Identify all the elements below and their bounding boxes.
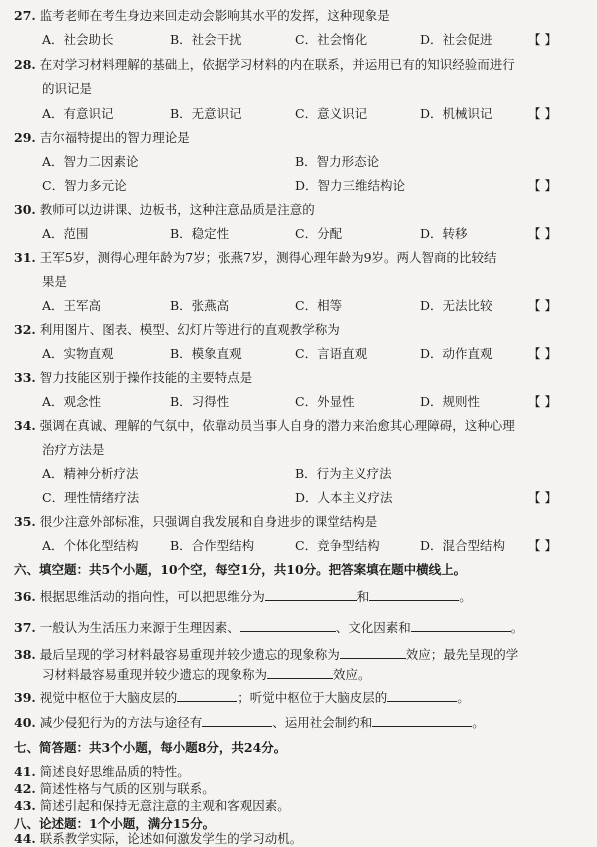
- question-number: 30.: [14, 202, 36, 217]
- answer-bracket: 【 】: [528, 106, 557, 121]
- question-27-stem: [14, 8, 390, 24]
- answer-bracket: 【 】: [528, 490, 557, 505]
- option-c: C．外显性: [295, 394, 355, 409]
- option-d: D．人本主义疗法: [295, 490, 393, 505]
- question-text: 减少侵犯行为的方法与途径有: [39, 715, 203, 730]
- question-number: 27.: [14, 8, 36, 23]
- answer-bracket: 【 】: [528, 226, 557, 241]
- question-text: 、运用社会制约和: [272, 715, 373, 730]
- option-b: B．张燕高: [170, 298, 230, 313]
- option-b: B．习得性: [170, 394, 230, 409]
- answer-bracket: 【 】: [528, 32, 557, 47]
- option-b: B．合作型结构: [170, 538, 255, 553]
- fill-blank[interactable]: [177, 689, 237, 702]
- option-b: B．社会干扰: [170, 32, 242, 47]
- fill-blank[interactable]: [340, 646, 406, 659]
- question-text: 习材料最容易重现并较少遗忘的现象称为: [42, 667, 268, 682]
- question-number: 32.: [14, 322, 36, 337]
- question-42: [14, 781, 215, 797]
- question-41: [14, 764, 190, 780]
- question-38: [14, 646, 518, 663]
- option-a: A．范围: [42, 226, 89, 241]
- question-28-stem: [14, 57, 515, 73]
- question-number: 28.: [14, 57, 36, 72]
- question-40: [14, 714, 485, 731]
- question-text: 效应；最先呈现的学: [405, 647, 519, 662]
- question-text: 。: [459, 589, 472, 604]
- option-c: C．智力多元论: [42, 178, 127, 193]
- question-number: 42.: [14, 781, 36, 796]
- question-text-continued: 果是: [42, 274, 68, 289]
- question-text-continued: 的识记是: [42, 81, 93, 96]
- option-d: D．动作直观: [420, 346, 493, 361]
- question-39: [14, 689, 470, 706]
- question-44: [14, 831, 302, 847]
- question-30-stem: [14, 202, 315, 218]
- question-text: 利用图片、图表、模型、幻灯片等进行的直观教学称为: [39, 322, 340, 337]
- question-text: 教师可以边讲课、边板书，这种注意品质是注意的: [39, 202, 315, 217]
- question-text: 王军5岁，测得心理年龄为7岁；张燕7岁，测得心理年龄为9岁。两人智商的比较结: [39, 250, 497, 265]
- question-text: 。: [510, 620, 524, 635]
- option-a: A．个体化型结构: [42, 538, 139, 553]
- question-text: 简述性格与气质的区别与联系。: [39, 781, 215, 796]
- question-text: 。: [472, 715, 485, 730]
- option-c: C．意义识记: [295, 106, 368, 121]
- option-c: C．相等: [295, 298, 343, 313]
- question-text: 在对学习材料理解的基础上，依据学习材料的内在联系，并运用已有的知识经验而进行: [39, 57, 515, 72]
- option-d: D．规则性: [420, 394, 481, 409]
- option-b: B．行为主义疗法: [295, 466, 392, 481]
- question-37: [14, 619, 523, 636]
- fill-blank[interactable]: [240, 619, 336, 632]
- section-6-heading: 六、填空题：共5个小题，10个空，每空1分，共10分。把答案填在题中横线上。: [14, 562, 467, 577]
- question-text: ；听觉中枢位于大脑皮层的: [237, 690, 388, 705]
- fill-blank[interactable]: [202, 714, 272, 727]
- option-a: A．社会助长: [42, 32, 114, 47]
- question-number: 37.: [14, 620, 36, 635]
- option-a: A．智力二因素论: [42, 154, 139, 169]
- question-34-stem: [14, 418, 515, 434]
- question-number: 44.: [14, 831, 36, 846]
- section-8-heading: 八、论述题：1个小题，满分15分。: [14, 816, 216, 831]
- question-text: 简述引起和保持无意注意的主观和客观因素。: [39, 798, 290, 813]
- question-text: 和: [356, 589, 370, 604]
- option-c: C．竞争型结构: [295, 538, 380, 553]
- question-number: 43.: [14, 798, 36, 813]
- fill-blank[interactable]: [387, 689, 457, 702]
- question-number: 35.: [14, 514, 36, 529]
- option-c: C．理性情绪疗法: [42, 490, 140, 505]
- option-c: C．社会惰化: [295, 32, 368, 47]
- section-7-heading: 七、简答题：共3个小题，每小题8分，共24分。: [14, 740, 287, 755]
- answer-bracket: 【 】: [528, 394, 557, 409]
- fill-blank[interactable]: [265, 588, 357, 601]
- question-43: [14, 798, 290, 814]
- option-d: D．转移: [420, 226, 468, 241]
- question-number: 29.: [14, 130, 36, 145]
- question-32-stem: [14, 322, 340, 338]
- question-text: 强调在真诚、理解的气氛中，依靠动员当事人自身的潜力来治愈其心理障碍，这种心理: [39, 418, 515, 433]
- answer-bracket: 【 】: [528, 178, 557, 193]
- question-text: 最后呈现的学习材料最容易重现并较少遗忘的现象称为: [39, 647, 340, 662]
- question-text-continued: 治疗方法是: [42, 442, 105, 457]
- option-a: A．有意识记: [42, 106, 114, 121]
- question-text: 。: [457, 690, 470, 705]
- option-a: A．王军高: [42, 298, 102, 313]
- question-text: 视觉中枢位于大脑皮层的: [39, 690, 178, 705]
- question-text: 很少注意外部标准，只强调自我发展和自身进步的课堂结构是: [39, 514, 378, 529]
- fill-blank[interactable]: [411, 619, 511, 632]
- option-a: A．实物直观: [42, 346, 114, 361]
- answer-bracket: 【 】: [528, 298, 557, 313]
- option-d: D．混合型结构: [420, 538, 506, 553]
- question-number: 39.: [14, 690, 36, 705]
- fill-blank[interactable]: [369, 588, 459, 601]
- question-number: 31.: [14, 250, 36, 265]
- question-number: 41.: [14, 764, 36, 779]
- fill-blank[interactable]: [267, 666, 333, 679]
- option-b: B．智力形态论: [295, 154, 380, 169]
- question-text: 联系教学实际，论述如何激发学生的学习动机。: [39, 831, 303, 846]
- question-text: 智力技能区别于操作技能的主要特点是: [39, 370, 253, 385]
- question-number: 33.: [14, 370, 36, 385]
- option-b: B．模象直观: [170, 346, 242, 361]
- question-number: 40.: [14, 715, 36, 730]
- question-31-stem: [14, 250, 497, 266]
- question-38-continued: [42, 666, 371, 683]
- question-text: 一般认为生活压力来源于生理因素、: [39, 620, 240, 635]
- question-36: [14, 588, 472, 605]
- question-text: 简述良好思维品质的特性。: [39, 764, 190, 779]
- option-c: C．分配: [295, 226, 343, 241]
- question-text: 根据思维活动的指向性，可以把思维分为: [39, 589, 265, 604]
- option-a: A．精神分析疗法: [42, 466, 139, 481]
- option-d: D．机械识记: [420, 106, 493, 121]
- question-text: 、文化因素和: [335, 620, 411, 635]
- option-b: B．稳定性: [170, 226, 230, 241]
- answer-bracket: 【 】: [528, 346, 557, 361]
- option-c: C．言语直观: [295, 346, 368, 361]
- question-number: 36.: [14, 589, 36, 604]
- question-number: 34.: [14, 418, 36, 433]
- option-a: A．观念性: [42, 394, 102, 409]
- question-text: 吉尔福特提出的智力理论是: [39, 130, 190, 145]
- option-d: D．社会促进: [420, 32, 493, 47]
- question-text: 效应。: [333, 667, 371, 682]
- question-35-stem: [14, 514, 377, 530]
- answer-bracket: 【 】: [528, 538, 557, 553]
- option-d: D．无法比较: [420, 298, 493, 313]
- question-29-stem: [14, 130, 190, 146]
- option-b: B．无意识记: [170, 106, 242, 121]
- fill-blank[interactable]: [372, 714, 472, 727]
- question-33-stem: [14, 370, 252, 386]
- option-d: D．智力三维结构论: [295, 178, 406, 193]
- question-number: 38.: [14, 647, 36, 662]
- question-text: 监考老师在考生身边来回走动会影响其水平的发挥，这种现象是: [39, 8, 390, 23]
